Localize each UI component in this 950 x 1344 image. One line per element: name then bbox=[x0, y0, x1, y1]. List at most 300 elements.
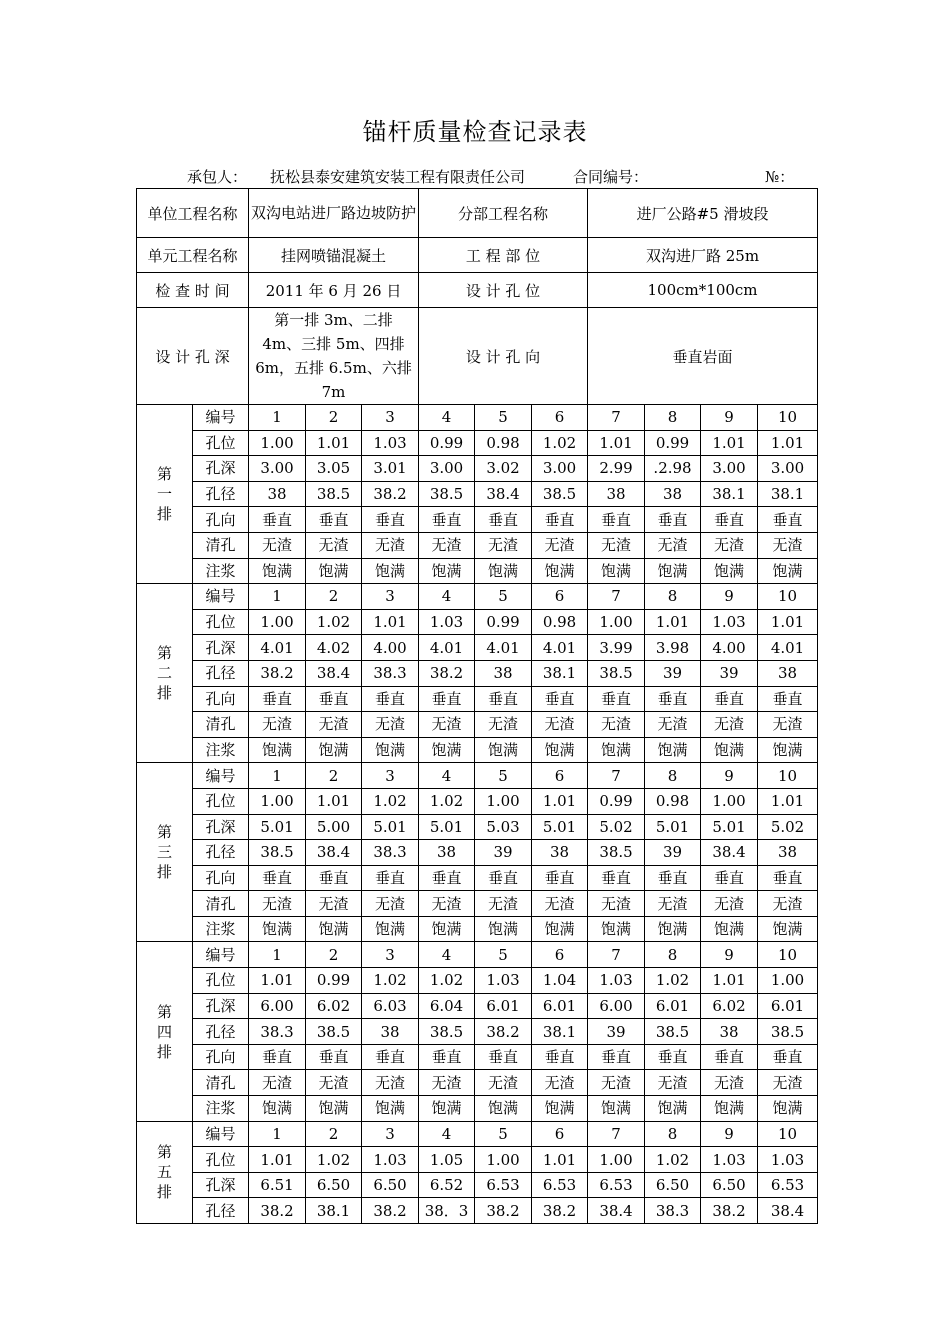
table-cell: 38.2 bbox=[362, 1198, 419, 1224]
table-cell: 3.00 bbox=[701, 456, 758, 482]
table-cell: 38 bbox=[645, 481, 701, 507]
table-cell: 38.5 bbox=[419, 481, 475, 507]
table-cell: 38.4 bbox=[701, 840, 758, 866]
table-row bbox=[137, 584, 818, 610]
table-cell: 无渣 bbox=[362, 712, 419, 738]
check-time-value: 2011 年 6 月 26 日 bbox=[249, 273, 419, 308]
table-cell: 无渣 bbox=[419, 891, 475, 917]
table-cell: 38 bbox=[419, 840, 475, 866]
table-cell: 1.03 bbox=[701, 1147, 758, 1173]
table-row bbox=[137, 1172, 818, 1198]
inspection-table bbox=[136, 188, 818, 1224]
table-cell: 2 bbox=[306, 1121, 362, 1147]
table-cell: 1.00 bbox=[588, 1147, 645, 1173]
table-cell: 垂直 bbox=[475, 507, 532, 533]
table-cell: 无渣 bbox=[532, 891, 588, 917]
item-name: 孔向 bbox=[193, 686, 249, 712]
table-cell: 1.01 bbox=[645, 609, 701, 635]
item-name: 清孔 bbox=[193, 891, 249, 917]
table-cell: 7 bbox=[588, 942, 645, 968]
table-cell: 垂直 bbox=[249, 686, 306, 712]
table-cell: 38.5 bbox=[249, 840, 306, 866]
table-cell: 饱满 bbox=[306, 916, 362, 942]
table-cell: 3.01 bbox=[362, 456, 419, 482]
table-cell: 7 bbox=[588, 1121, 645, 1147]
row-group-label: 第 五 排 bbox=[137, 1121, 193, 1223]
table-cell: 3.00 bbox=[249, 456, 306, 482]
table-cell: 7 bbox=[588, 584, 645, 610]
hole-depth-label: 设 计 孔 深 bbox=[137, 308, 249, 405]
table-cell: 0.98 bbox=[645, 788, 701, 814]
table-cell: 1.00 bbox=[475, 788, 532, 814]
table-cell: 无渣 bbox=[588, 712, 645, 738]
table-cell: 38.1 bbox=[306, 1198, 362, 1224]
item-name: 清孔 bbox=[193, 712, 249, 738]
table-cell: .2.98 bbox=[645, 456, 701, 482]
contract-number-label: 合同编号： bbox=[573, 168, 649, 186]
table-cell: 3.00 bbox=[419, 456, 475, 482]
table-cell: 0.99 bbox=[645, 430, 701, 456]
table-cell: 38.4 bbox=[758, 1198, 818, 1224]
table-row bbox=[137, 686, 818, 712]
table-cell: 8 bbox=[645, 1121, 701, 1147]
hole-position-value: 100cm*100cm bbox=[588, 273, 818, 308]
table-cell: 垂直 bbox=[532, 686, 588, 712]
table-cell: 1 bbox=[249, 584, 306, 610]
table-cell: 无渣 bbox=[532, 1070, 588, 1096]
table-cell: 垂直 bbox=[645, 507, 701, 533]
table-cell: 饱满 bbox=[475, 916, 532, 942]
table-cell: 4 bbox=[419, 405, 475, 431]
table-row bbox=[137, 635, 818, 661]
table-cell: 1.01 bbox=[701, 968, 758, 994]
table-cell: 5.02 bbox=[758, 814, 818, 840]
table-cell: 6 bbox=[532, 584, 588, 610]
item-name: 注浆 bbox=[193, 737, 249, 763]
table-cell: 饱满 bbox=[645, 558, 701, 584]
table-cell: 无渣 bbox=[645, 1070, 701, 1096]
table-cell: 4.01 bbox=[532, 635, 588, 661]
table-cell: 9 bbox=[701, 584, 758, 610]
table-cell: 饱满 bbox=[532, 737, 588, 763]
item-name: 孔径 bbox=[193, 1198, 249, 1224]
table-cell: 38.2 bbox=[249, 660, 306, 686]
table-cell: 垂直 bbox=[419, 686, 475, 712]
table-cell: 4 bbox=[419, 942, 475, 968]
contractor-label: 承包人： bbox=[187, 168, 248, 186]
table-cell: 4.01 bbox=[758, 635, 818, 661]
table-cell: 5 bbox=[475, 1121, 532, 1147]
table-cell: 垂直 bbox=[249, 507, 306, 533]
table-cell: 饱满 bbox=[758, 737, 818, 763]
table-cell: 38.3 bbox=[645, 1198, 701, 1224]
item-name: 清孔 bbox=[193, 1070, 249, 1096]
table-row bbox=[137, 558, 818, 584]
table-cell: 无渣 bbox=[475, 1070, 532, 1096]
item-name: 注浆 bbox=[193, 558, 249, 584]
table-cell: 饱满 bbox=[588, 916, 645, 942]
table-cell: 垂直 bbox=[475, 865, 532, 891]
table-cell: 5.01 bbox=[701, 814, 758, 840]
table-cell: 38.5 bbox=[758, 1019, 818, 1045]
table-cell: 38 bbox=[758, 660, 818, 686]
table-cell: 3.05 bbox=[306, 456, 362, 482]
table-cell: 1.02 bbox=[645, 1147, 701, 1173]
item-name: 孔深 bbox=[193, 814, 249, 840]
table-cell: 饱满 bbox=[362, 916, 419, 942]
table-cell: 饱满 bbox=[701, 916, 758, 942]
table-cell: 1.01 bbox=[701, 430, 758, 456]
table-row bbox=[137, 1198, 818, 1224]
table-row bbox=[137, 712, 818, 738]
table-cell: 38.2 bbox=[475, 1198, 532, 1224]
table-cell: 垂直 bbox=[306, 507, 362, 533]
table-cell: 5 bbox=[475, 405, 532, 431]
table-cell: 38.4 bbox=[306, 660, 362, 686]
table-cell: 4.01 bbox=[419, 635, 475, 661]
table-cell: 垂直 bbox=[758, 1044, 818, 1070]
item-name: 编号 bbox=[193, 1121, 249, 1147]
table-cell: 38 bbox=[475, 660, 532, 686]
item-name: 孔向 bbox=[193, 1044, 249, 1070]
table-cell: 7 bbox=[588, 405, 645, 431]
table-cell: 38.3 bbox=[362, 840, 419, 866]
table-cell: 饱满 bbox=[532, 1096, 588, 1122]
table-cell: 1.01 bbox=[758, 609, 818, 635]
table-cell: 饱满 bbox=[588, 558, 645, 584]
table-cell: 1.00 bbox=[588, 609, 645, 635]
table-cell: 1.04 bbox=[532, 968, 588, 994]
table-cell: 饱满 bbox=[645, 916, 701, 942]
table-cell: 饱满 bbox=[645, 1096, 701, 1122]
table-cell: 无渣 bbox=[306, 891, 362, 917]
table-cell: 饱满 bbox=[532, 558, 588, 584]
table-row bbox=[137, 405, 818, 431]
table-cell: 38.4 bbox=[588, 1198, 645, 1224]
table-cell: 5 bbox=[475, 763, 532, 789]
table-cell: 38.2 bbox=[419, 660, 475, 686]
table-cell: 0.98 bbox=[475, 430, 532, 456]
table-cell: 4.00 bbox=[701, 635, 758, 661]
table-row bbox=[137, 430, 818, 456]
table-cell: 38.4 bbox=[475, 481, 532, 507]
table-cell: 1.01 bbox=[758, 430, 818, 456]
table-cell: 1.02 bbox=[362, 788, 419, 814]
table-cell: 38 bbox=[758, 840, 818, 866]
row-group-label: 第 四 排 bbox=[137, 942, 193, 1121]
table-cell: 9 bbox=[701, 405, 758, 431]
table-cell: 4.02 bbox=[306, 635, 362, 661]
table-cell: 1.01 bbox=[249, 968, 306, 994]
table-cell: 垂直 bbox=[249, 865, 306, 891]
table-cell: 6.01 bbox=[645, 993, 701, 1019]
table-cell: 38.1 bbox=[701, 481, 758, 507]
table-cell: 2 bbox=[306, 405, 362, 431]
item-name: 孔位 bbox=[193, 1147, 249, 1173]
table-cell: 1.00 bbox=[249, 609, 306, 635]
table-cell: 饱满 bbox=[701, 737, 758, 763]
table-cell: 3.00 bbox=[532, 456, 588, 482]
table-cell: 7 bbox=[588, 763, 645, 789]
table-cell: 无渣 bbox=[249, 1070, 306, 1096]
table-cell: 5.01 bbox=[645, 814, 701, 840]
item-name: 孔位 bbox=[193, 968, 249, 994]
table-cell: 1.02 bbox=[306, 609, 362, 635]
table-cell: 1 bbox=[249, 405, 306, 431]
table-cell: 1 bbox=[249, 1121, 306, 1147]
table-cell: 39 bbox=[588, 1019, 645, 1045]
table-cell: 饱满 bbox=[758, 1096, 818, 1122]
table-cell: 10 bbox=[758, 405, 818, 431]
table-cell: 垂直 bbox=[701, 865, 758, 891]
table-cell: 1.00 bbox=[249, 788, 306, 814]
table-cell: 38 bbox=[532, 840, 588, 866]
table-cell: 8 bbox=[645, 763, 701, 789]
unit-project-value: 双沟电站进厂路边坡防护 bbox=[249, 189, 419, 238]
table-row bbox=[137, 968, 818, 994]
table-cell: 饱满 bbox=[532, 916, 588, 942]
table-cell: 1.03 bbox=[362, 1147, 419, 1173]
table-cell: 无渣 bbox=[758, 891, 818, 917]
table-cell: 39 bbox=[701, 660, 758, 686]
table-cell: 无渣 bbox=[306, 532, 362, 558]
table-cell: 垂直 bbox=[701, 686, 758, 712]
sub-project-label: 分部工程名称 bbox=[419, 189, 588, 238]
table-cell: 垂直 bbox=[588, 686, 645, 712]
sub-project-value: 进厂公路#5 滑坡段 bbox=[588, 189, 818, 238]
table-cell: 5 bbox=[475, 584, 532, 610]
table-cell: 饱满 bbox=[249, 737, 306, 763]
location-label: 工 程 部 位 bbox=[419, 238, 588, 273]
row-group-label: 第 三 排 bbox=[137, 763, 193, 942]
table-cell: 垂直 bbox=[532, 1044, 588, 1070]
table-cell: 38 bbox=[588, 481, 645, 507]
table-cell: 垂直 bbox=[532, 507, 588, 533]
table-cell: 38.5 bbox=[306, 481, 362, 507]
table-cell: 6.01 bbox=[532, 993, 588, 1019]
table-cell: 6.50 bbox=[362, 1172, 419, 1198]
table-cell: 8 bbox=[645, 942, 701, 968]
hole-direction-value: 垂直岩面 bbox=[588, 308, 818, 405]
table-cell: 38.4 bbox=[306, 840, 362, 866]
table-cell: 饱满 bbox=[419, 737, 475, 763]
item-name: 孔位 bbox=[193, 430, 249, 456]
table-cell: 38.3 bbox=[249, 1019, 306, 1045]
table-cell: 垂直 bbox=[701, 1044, 758, 1070]
page-title: 锚杆质量检查记录表 bbox=[362, 118, 588, 146]
table-cell: 5.01 bbox=[419, 814, 475, 840]
table-cell: 38.1 bbox=[532, 1019, 588, 1045]
table-cell: 1.03 bbox=[475, 968, 532, 994]
table-row bbox=[137, 916, 818, 942]
table-cell: 饱满 bbox=[306, 737, 362, 763]
table-cell: 1.01 bbox=[588, 430, 645, 456]
hole-position-label: 设 计 孔 位 bbox=[419, 273, 588, 308]
item-name: 孔径 bbox=[193, 660, 249, 686]
table-cell: 5 bbox=[475, 942, 532, 968]
table-cell: 6.03 bbox=[362, 993, 419, 1019]
table-row bbox=[137, 891, 818, 917]
table-row bbox=[137, 456, 818, 482]
table-row bbox=[137, 1044, 818, 1070]
table-cell: 垂直 bbox=[532, 865, 588, 891]
table-row bbox=[137, 481, 818, 507]
table-cell: 饱满 bbox=[475, 737, 532, 763]
table-cell: 饱满 bbox=[645, 737, 701, 763]
table-cell: 38.5 bbox=[588, 660, 645, 686]
table-cell: 39 bbox=[475, 840, 532, 866]
table-cell: 38.5 bbox=[588, 840, 645, 866]
table-cell: 6.53 bbox=[588, 1172, 645, 1198]
table-cell: 6.53 bbox=[475, 1172, 532, 1198]
table-cell: 6.50 bbox=[306, 1172, 362, 1198]
table-cell: 无渣 bbox=[419, 532, 475, 558]
table-cell: 6 bbox=[532, 763, 588, 789]
row-group-label: 第 二 排 bbox=[137, 584, 193, 763]
table-cell: 1.01 bbox=[532, 1147, 588, 1173]
table-cell: 38.2 bbox=[475, 1019, 532, 1045]
table-cell: 10 bbox=[758, 584, 818, 610]
table-cell: 饱满 bbox=[588, 1096, 645, 1122]
table-cell: 1.01 bbox=[758, 788, 818, 814]
table-cell: 饱满 bbox=[306, 558, 362, 584]
table-cell: 6.01 bbox=[475, 993, 532, 1019]
table-cell: 饱满 bbox=[701, 558, 758, 584]
table-cell: 垂直 bbox=[588, 1044, 645, 1070]
table-cell: 饱满 bbox=[588, 737, 645, 763]
table-cell: 6.00 bbox=[249, 993, 306, 1019]
table-cell: 6.50 bbox=[645, 1172, 701, 1198]
table-cell: 饱满 bbox=[249, 916, 306, 942]
item-name: 孔向 bbox=[193, 865, 249, 891]
item-name: 注浆 bbox=[193, 1096, 249, 1122]
table-cell: 38.2 bbox=[362, 481, 419, 507]
table-cell: 9 bbox=[701, 942, 758, 968]
location-value: 双沟进厂路 25m bbox=[588, 238, 818, 273]
table-cell: 2 bbox=[306, 763, 362, 789]
table-cell: 3 bbox=[362, 584, 419, 610]
rows-section bbox=[137, 405, 818, 1224]
table-cell: 3.98 bbox=[645, 635, 701, 661]
table-cell: 6 bbox=[532, 405, 588, 431]
table-cell: 4.01 bbox=[249, 635, 306, 661]
table-cell: 1.02 bbox=[306, 1147, 362, 1173]
table-row bbox=[137, 1070, 818, 1096]
table-row bbox=[137, 660, 818, 686]
table-cell: 无渣 bbox=[758, 532, 818, 558]
table-cell: 1.01 bbox=[249, 1147, 306, 1173]
table-cell: 38.5 bbox=[306, 1019, 362, 1045]
table-row bbox=[137, 609, 818, 635]
table-cell: 9 bbox=[701, 763, 758, 789]
table-cell: 3.00 bbox=[758, 456, 818, 482]
table-cell: 1.00 bbox=[758, 968, 818, 994]
table-row bbox=[137, 840, 818, 866]
table-cell: 6.02 bbox=[701, 993, 758, 1019]
table-cell: 无渣 bbox=[701, 1070, 758, 1096]
table-cell: 无渣 bbox=[306, 1070, 362, 1096]
table-cell: 无渣 bbox=[532, 712, 588, 738]
table-row bbox=[137, 532, 818, 558]
table-cell: 5.03 bbox=[475, 814, 532, 840]
table-cell: 无渣 bbox=[758, 712, 818, 738]
item-name: 孔位 bbox=[193, 788, 249, 814]
table-cell: 4 bbox=[419, 584, 475, 610]
table-cell: 饱满 bbox=[475, 1096, 532, 1122]
table-cell: 无渣 bbox=[249, 891, 306, 917]
table-cell: 无渣 bbox=[532, 532, 588, 558]
item-name: 孔深 bbox=[193, 993, 249, 1019]
table-cell: 饱满 bbox=[249, 1096, 306, 1122]
table-cell: 垂直 bbox=[419, 1044, 475, 1070]
table-cell: 38 bbox=[249, 481, 306, 507]
table-cell: 饱满 bbox=[758, 916, 818, 942]
table-cell: 1.00 bbox=[701, 788, 758, 814]
table-cell: 垂直 bbox=[588, 507, 645, 533]
table-cell: 10 bbox=[758, 1121, 818, 1147]
table-cell: 无渣 bbox=[362, 1070, 419, 1096]
table-cell: 垂直 bbox=[758, 507, 818, 533]
table-cell: 6.01 bbox=[758, 993, 818, 1019]
table-cell: 饱满 bbox=[306, 1096, 362, 1122]
table-cell: 5.02 bbox=[588, 814, 645, 840]
table-cell: 1.02 bbox=[362, 968, 419, 994]
table-cell: 3.02 bbox=[475, 456, 532, 482]
table-cell: 6.51 bbox=[249, 1172, 306, 1198]
table-cell: 垂直 bbox=[362, 507, 419, 533]
table-cell: 无渣 bbox=[701, 532, 758, 558]
item-name: 孔深 bbox=[193, 1172, 249, 1198]
item-name: 孔向 bbox=[193, 507, 249, 533]
table-cell: 0.99 bbox=[306, 968, 362, 994]
table-cell: 饱满 bbox=[362, 558, 419, 584]
hole-depth-value: 第一排 3m、二排 4m、三排 5m、四排 6m，五排 6.5m、六排 7m bbox=[249, 308, 419, 405]
table-cell: 4 bbox=[419, 1121, 475, 1147]
table-cell: 无渣 bbox=[475, 712, 532, 738]
table-cell: 1.03 bbox=[588, 968, 645, 994]
table-cell: 无渣 bbox=[701, 891, 758, 917]
hole-direction-label: 设 计 孔 向 bbox=[419, 308, 588, 405]
table-cell: 6.00 bbox=[588, 993, 645, 1019]
table-cell: 38.1 bbox=[532, 660, 588, 686]
table-cell: 1.01 bbox=[362, 609, 419, 635]
table-cell: 1.02 bbox=[419, 968, 475, 994]
table-cell: 39 bbox=[645, 840, 701, 866]
table-cell: 8 bbox=[645, 405, 701, 431]
element-label: 单元工程名称 bbox=[137, 238, 249, 273]
table-cell: 0.98 bbox=[532, 609, 588, 635]
table-cell: 无渣 bbox=[645, 712, 701, 738]
table-cell: 1.03 bbox=[701, 609, 758, 635]
table-cell: 垂直 bbox=[306, 865, 362, 891]
table-cell: 0.99 bbox=[588, 788, 645, 814]
table-cell: 无渣 bbox=[645, 532, 701, 558]
table-cell: 垂直 bbox=[645, 865, 701, 891]
table-cell: 5.00 bbox=[306, 814, 362, 840]
table-cell: 6.04 bbox=[419, 993, 475, 1019]
table-cell: 8 bbox=[645, 584, 701, 610]
table-cell: 3 bbox=[362, 1121, 419, 1147]
table-row bbox=[137, 942, 818, 968]
table-cell: 3.99 bbox=[588, 635, 645, 661]
table-cell: 1.03 bbox=[419, 609, 475, 635]
table-row bbox=[137, 788, 818, 814]
table-cell: 6 bbox=[532, 1121, 588, 1147]
row-group-label: 第 一 排 bbox=[137, 405, 193, 584]
table-cell: 4.01 bbox=[475, 635, 532, 661]
table-cell: 垂直 bbox=[249, 1044, 306, 1070]
table-cell: 38.2 bbox=[701, 1198, 758, 1224]
